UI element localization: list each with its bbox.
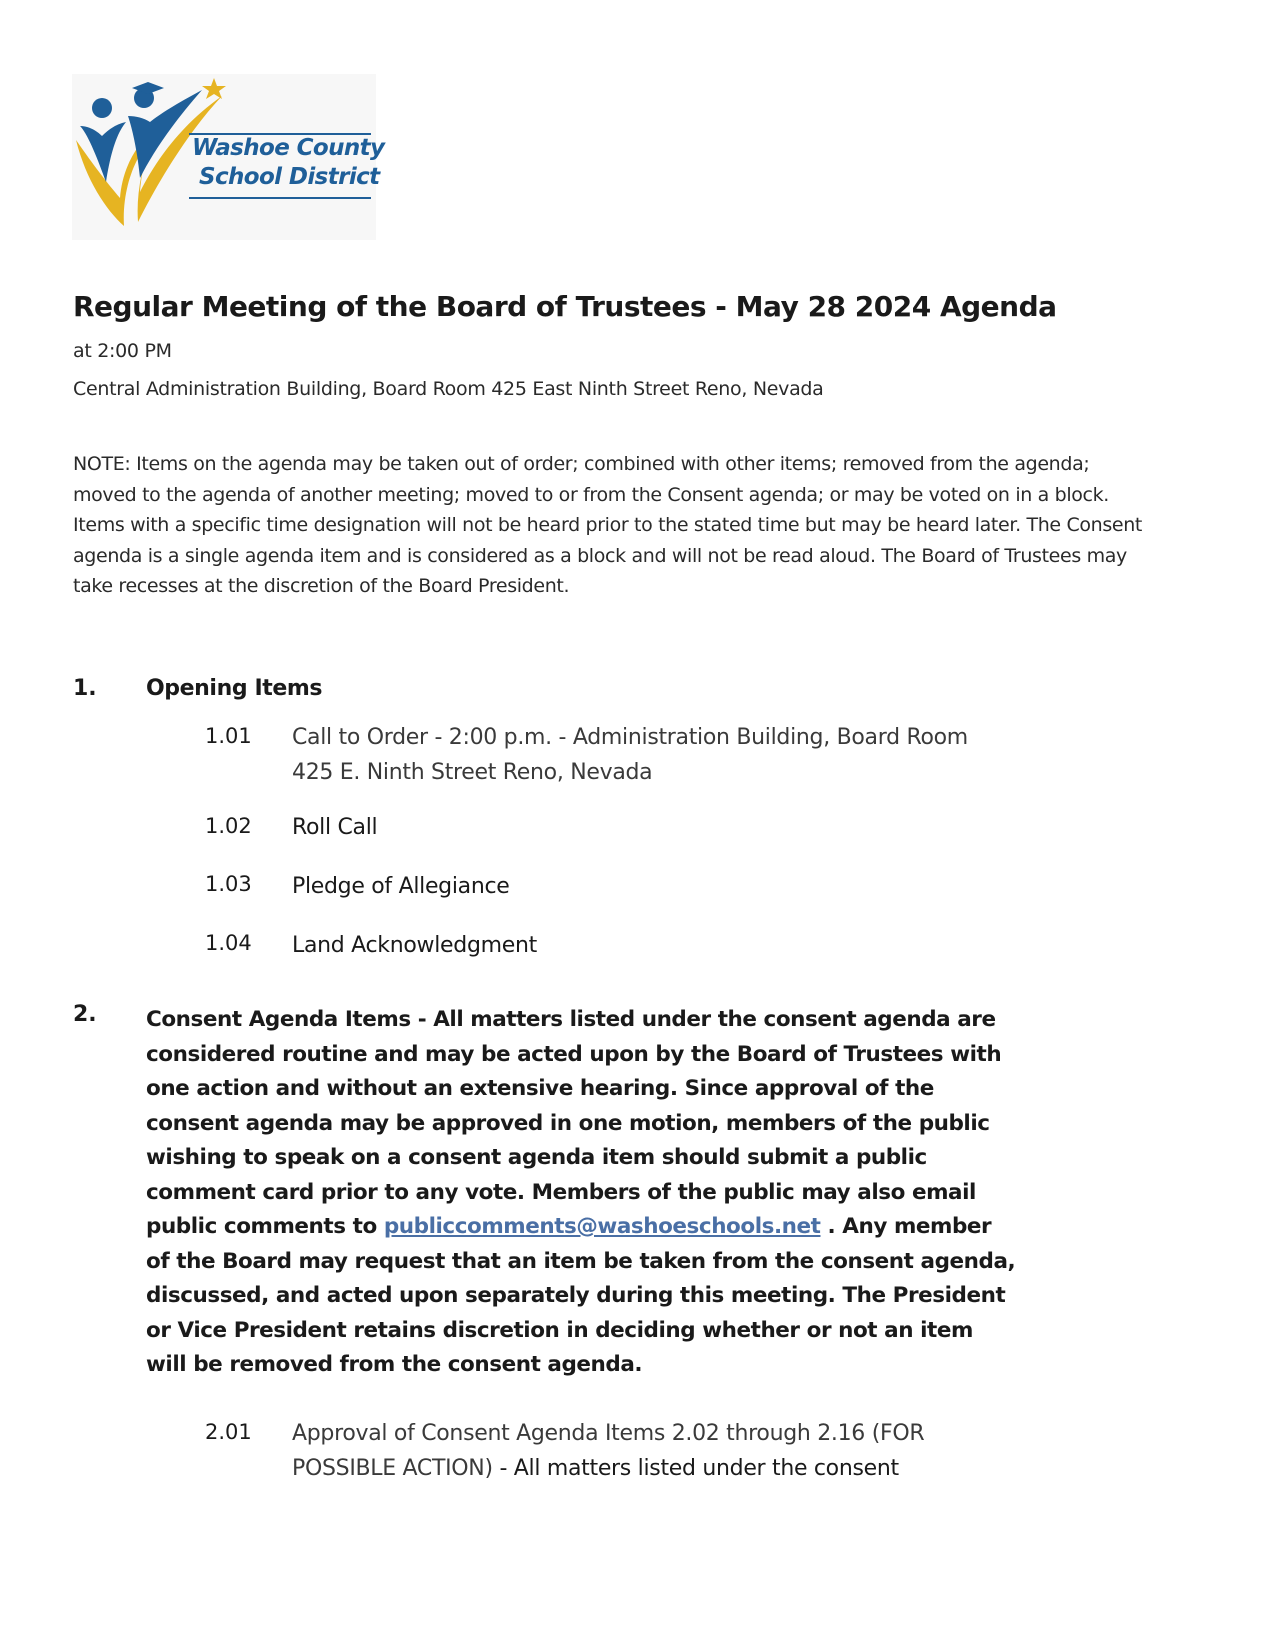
item-call-to-order[interactable]: Call to Order - 2:00 p.m. - Administration Building, Board Room 425 E. Ninth Street Reno, Nevada xyxy=(292,725,968,785)
logo-line2: School District xyxy=(199,164,380,190)
meeting-location: Central Administration Building, Board Room 425 East Ninth Street Reno, Nevada xyxy=(73,378,824,400)
item-land-acknowledgment[interactable]: Land Acknowledgment xyxy=(292,933,537,958)
page-title: Regular Meeting of the Board of Trustees - May 28 2024 Agenda xyxy=(73,290,1057,323)
consent-text-part1: Consent Agenda Items - All matters listed under the consent agenda are considered routine and may be acted upon by the Board of Trustees with one action and without an extensive hearing. Since approval of the consent agenda may be approved in one motion, members of the public wishing to speak on a consent agenda item should submit a public comment card prior to any vote. Members of the public may also email public comments to xyxy=(146,1007,1002,1239)
item-number: 1.02 xyxy=(205,814,252,838)
logo-rule-bottom xyxy=(189,197,371,199)
section-number: 2. xyxy=(73,1002,97,1027)
district-logo xyxy=(72,74,385,240)
item-number: 1.01 xyxy=(205,724,252,748)
item-number: 2.01 xyxy=(205,1420,252,1444)
item-approval-of-consent-agenda[interactable] xyxy=(292,1416,972,1486)
section-title-consent-agenda xyxy=(146,1003,1016,1383)
item-text-part2: - All matters listed under the consent xyxy=(492,1456,899,1481)
star-icon xyxy=(202,78,226,99)
item-pledge-of-allegiance[interactable]: Pledge of Allegiance xyxy=(292,874,510,899)
logo-wordmark xyxy=(192,134,385,192)
meeting-time: at 2:00 PM xyxy=(73,340,172,362)
item-number: 1.04 xyxy=(205,931,252,955)
consent-text-part2: . Any member of the Board may request that an item be taken from the consent agenda, discussed, and acted upon separately during this meeting. The President or Vice President retains discretion in deciding whether or not an item will be removed from the consent agenda. xyxy=(146,1214,1016,1377)
logo-line1: Washoe County xyxy=(192,135,385,161)
section-number: 1. xyxy=(73,676,97,701)
public-comments-email-link[interactable]: publiccomments@washoeschools.net xyxy=(383,1214,821,1239)
item-roll-call[interactable]: Roll Call xyxy=(292,815,378,840)
section-title-opening-items: Opening Items xyxy=(146,676,323,701)
agenda-note: NOTE: Items on the agenda may be taken out of order; combined with other items; removed from the agenda; moved to the agenda of another meeting; moved to or from the Consent agenda; or may be voted on in a block. Items with a specific time designation will not be heard prior to the stated time but may be heard later. The Consent agenda is a single agenda item and is considered as a block and will not be read aloud. The Board of Trustees may take recesses at the discretion of the Board President. xyxy=(73,453,1143,597)
item-text-part1: Approval of Consent Agenda Items 2.02 through 2.16 (FOR POSSIBLE ACTION) xyxy=(292,1421,925,1481)
item-number: 1.03 xyxy=(205,872,252,896)
